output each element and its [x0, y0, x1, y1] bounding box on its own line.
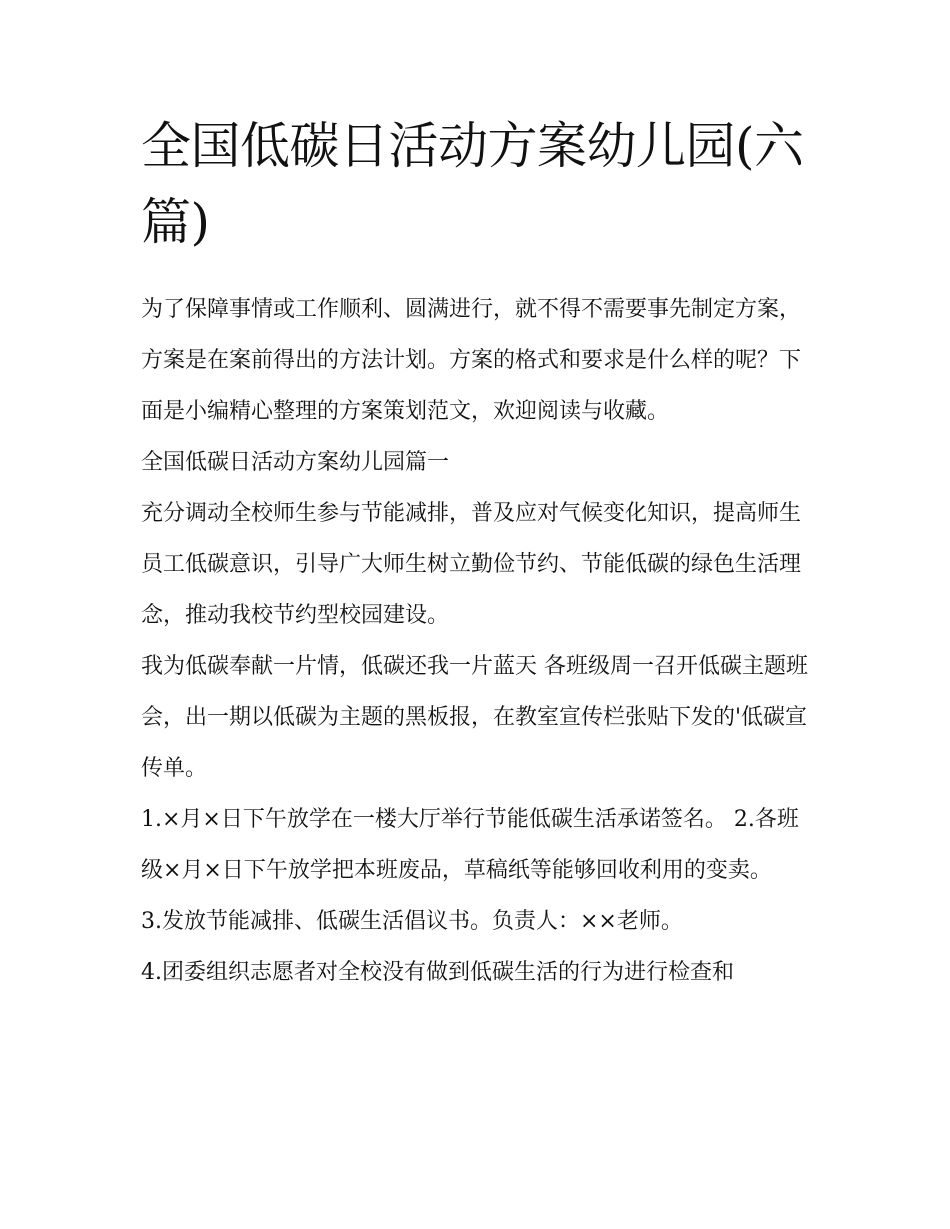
- activity-item-3: 3.发放节能减排、低碳生活倡议书。负责人：××老师。: [141, 909, 683, 934]
- document-title: 全国低碳日活动方案幼儿园(六篇): [141, 117, 804, 251]
- document-page: [141, 108, 813, 998]
- activity-item-4: 4.团委组织志愿者对全校没有做到低碳生活的行为进行检查和: [141, 960, 734, 985]
- intro-paragraph: 为了保障事情或工作顺利、圆满进行，就不得不需要事先制定方案，方案是在案前得出的方法计划。方案的格式和要求是什么样的呢？下面是小编精心整理的方案策划范文，欢迎阅读与收藏。: [141, 297, 802, 424]
- theme-paragraph: 我为低碳奉献一片情，低碳还我一片蓝天 各班级周一召开低碳主题班会，出一期以低碳为主题的黑板报，在教室宣传栏张贴下发的'低碳宣传单。: [141, 654, 808, 781]
- activity-item-1-2: 1.×月×日下午放学在一楼大厅举行节能低碳生活承诺签名。 2.各班级×月×日下午放学把本班废品，草稿纸等能够回收利用的变卖。: [141, 807, 799, 883]
- purpose-paragraph: 充分调动全校师生参与节能减排，普及应对气候变化知识，提高师生员工低碳意识，引导广大师生树立勤俭节约、节能低碳的绿色生活理念，推动我校节约型校园建设。: [141, 501, 802, 628]
- section-heading: 全国低碳日活动方案幼儿园篇一: [141, 450, 450, 475]
